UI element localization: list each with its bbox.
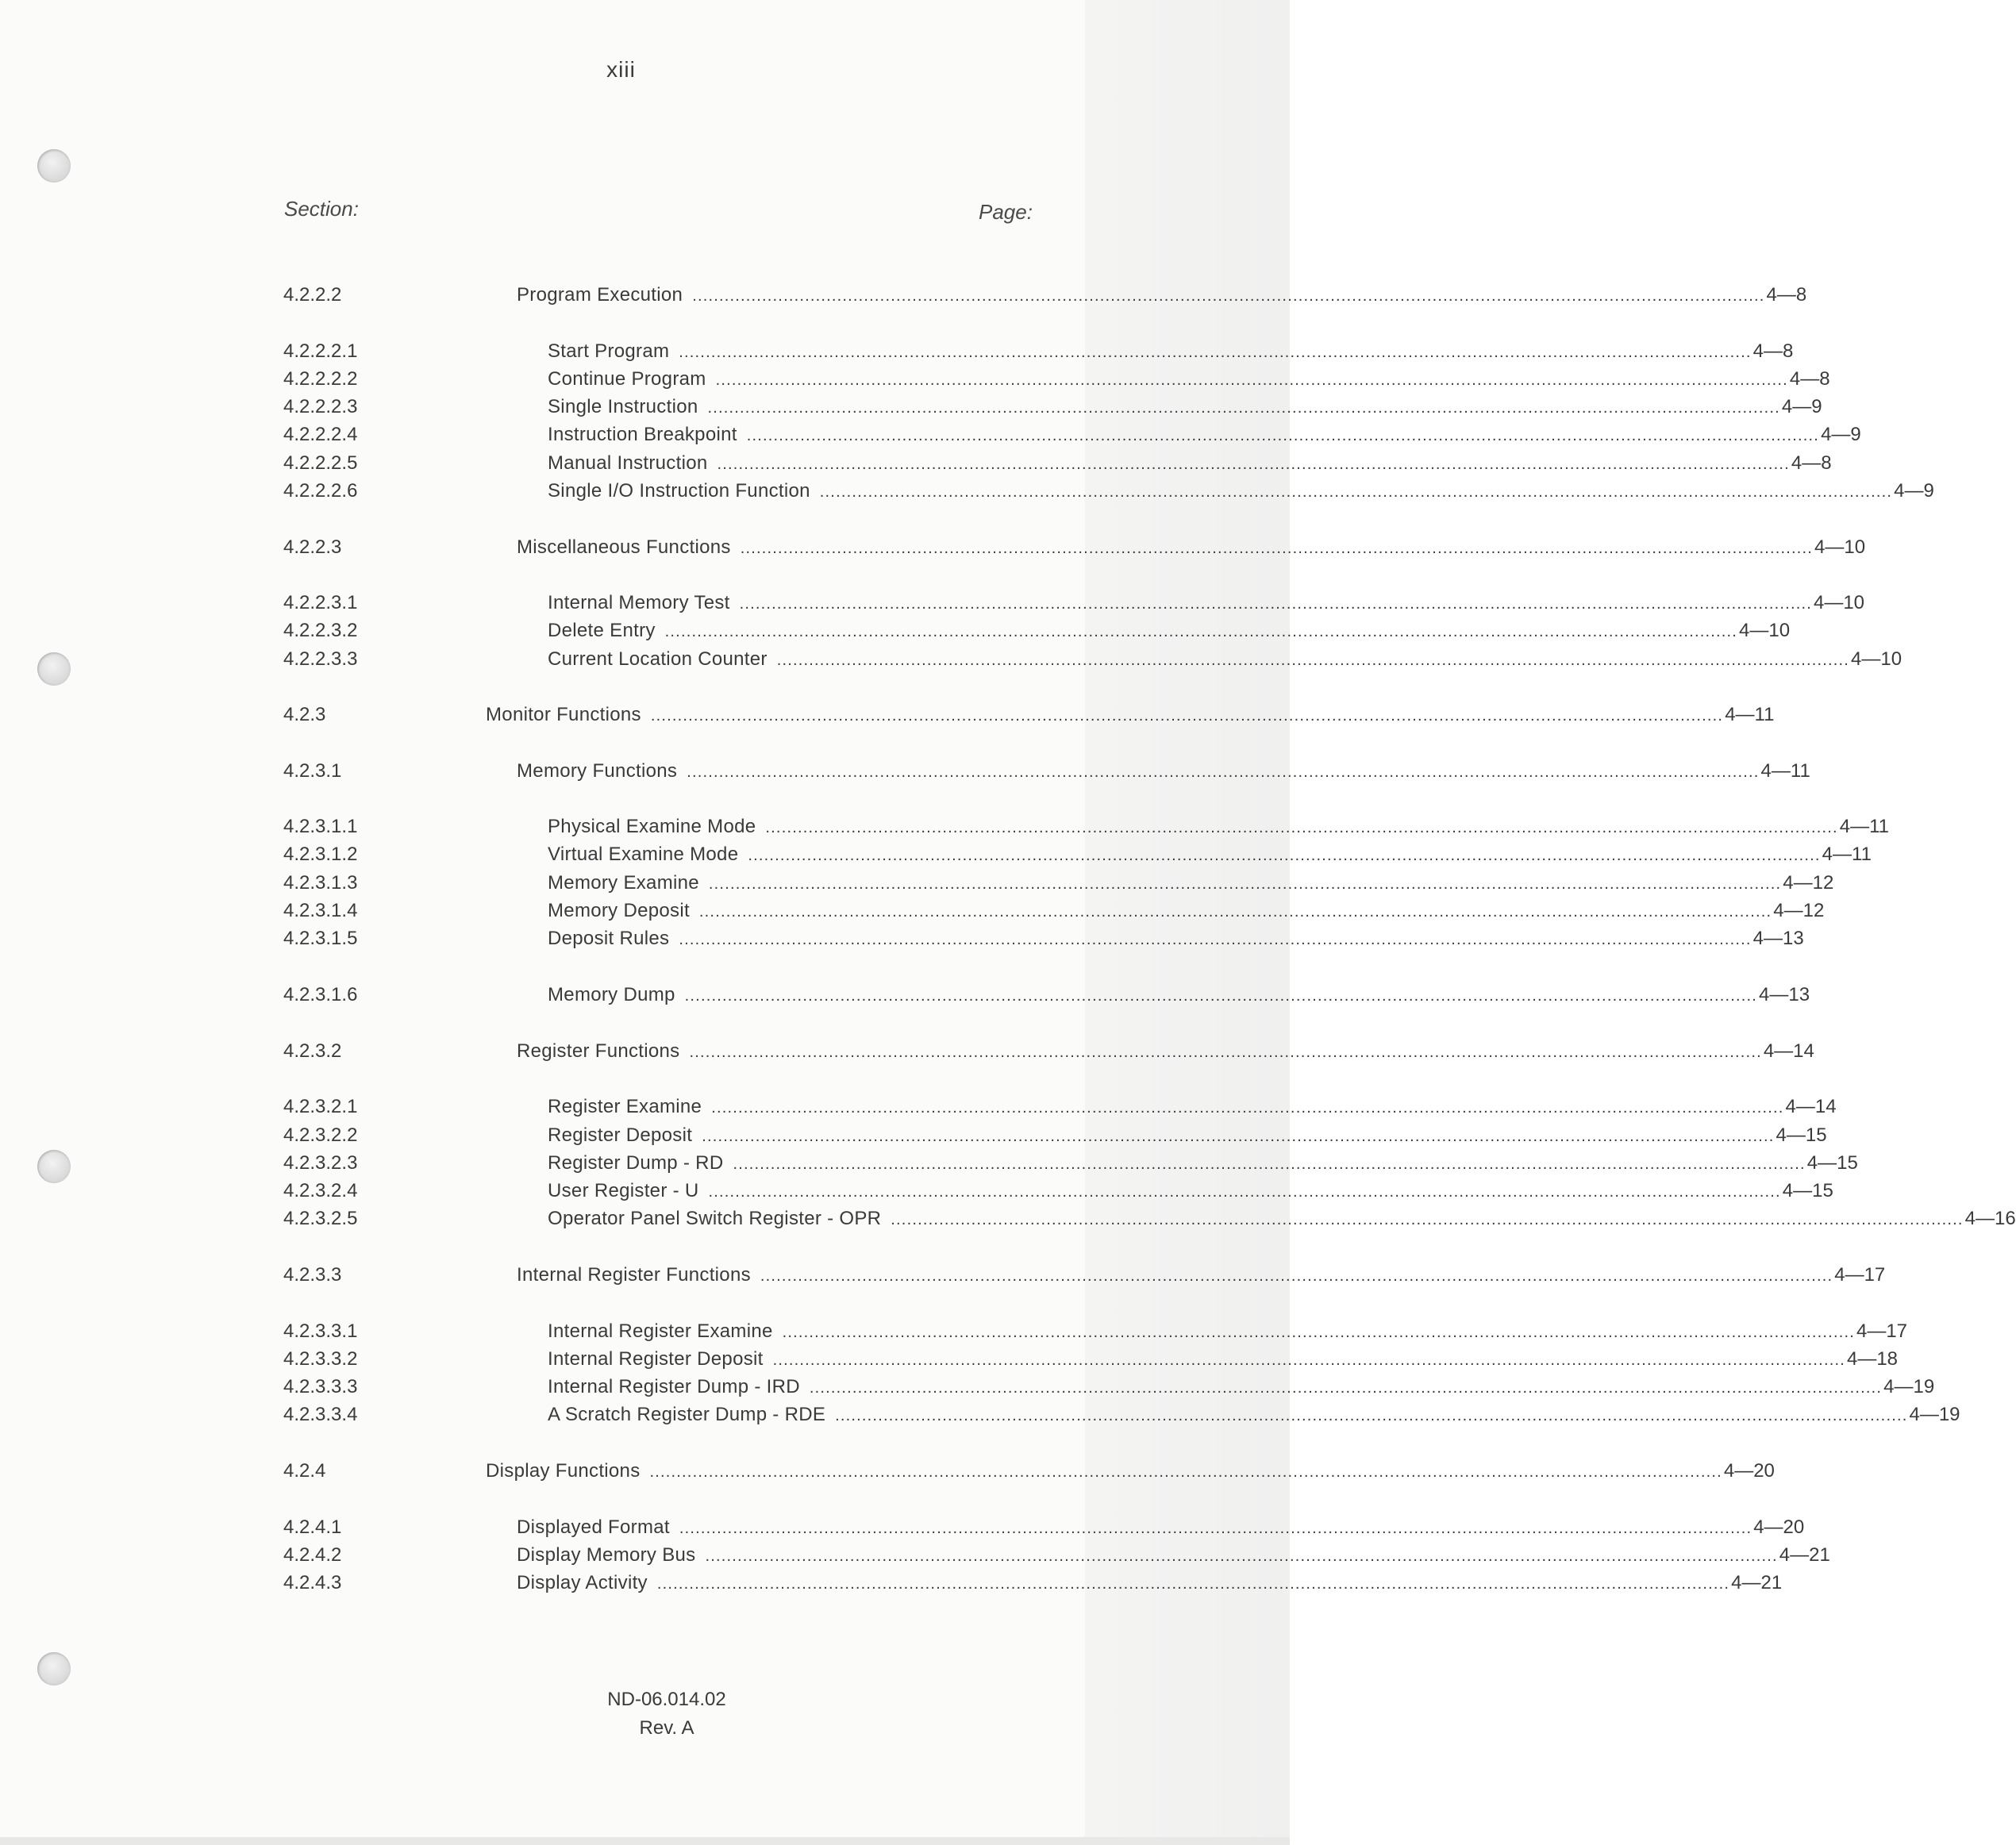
toc-section-number: 4.2.3.3 — [283, 1264, 342, 1286]
toc-page-number: 4—10 — [1739, 620, 1791, 641]
footer-revision: Rev. A — [639, 1717, 694, 1739]
toc-entry-title: Memory Dump — [548, 984, 675, 1005]
toc-dot-leader: ........................................................................................................................................................................................................ — [740, 540, 1814, 557]
toc-dot-leader: ........................................................................................................................................................................................................ — [835, 1407, 1908, 1424]
toc-entry-title: Internal Register Examine — [548, 1320, 773, 1342]
toc-dot-leader: ........................................................................................................................................................................................................ — [689, 1044, 1762, 1061]
toc-entry — [517, 534, 1866, 562]
toc-entry-title: Register Functions — [517, 1040, 680, 1062]
toc-entry — [517, 1038, 1814, 1066]
toc-entry — [548, 1374, 1935, 1401]
toc-entry-title: Memory Examine — [548, 872, 699, 894]
toc-row — [0, 534, 1866, 561]
toc-row — [0, 982, 1810, 1009]
toc-dot-leader: ........................................................................................................................................................................................................ — [739, 595, 1812, 613]
toc-section-number: 4.2.4.1 — [283, 1516, 342, 1538]
toc-section-number: 4.2.3.3.2 — [283, 1348, 358, 1370]
toc-entry-title: Single Instruction — [548, 396, 698, 417]
toc-dot-leader: ........................................................................................................................................................................................................ — [748, 847, 1821, 864]
toc-page-number: 4—21 — [1731, 1572, 1783, 1593]
toc-entry-title: Operator Panel Switch Register - OPR — [548, 1208, 882, 1229]
toc-entry — [517, 1570, 1783, 1597]
toc-section-number: 4.2.2.3.3 — [283, 648, 358, 670]
toc-page-number: 4—19 — [1909, 1404, 1960, 1425]
toc-section-number: 4.2.2.2.6 — [283, 480, 358, 502]
toc-row — [0, 870, 1834, 897]
toc-row — [0, 1038, 1814, 1065]
toc-page-number: 4—13 — [1759, 984, 1810, 1005]
toc-section-number: 4.2.3.1.4 — [283, 900, 358, 921]
toc-entry-title: Single I/O Instruction Function — [548, 480, 810, 502]
toc-section-number: 4.2.2.2.2 — [283, 368, 358, 390]
toc-section-number: 4.2.3 — [283, 704, 326, 725]
toc-row — [0, 617, 1791, 644]
toc-page-number: 4—17 — [1856, 1320, 1908, 1342]
toc-row — [0, 898, 1825, 924]
toc-entry — [517, 1542, 1830, 1570]
toc-entry-title: Internal Memory Test — [548, 592, 730, 613]
toc-row — [0, 282, 1807, 309]
toc-row — [0, 338, 1794, 365]
toc-entry-title: Start Program — [548, 340, 670, 362]
toc-dot-leader: ........................................................................................................................................................................................................ — [679, 344, 1752, 361]
toc-entry — [548, 1094, 1837, 1121]
toc-row — [0, 1346, 1899, 1373]
toc-section-number: 4.2.3.1.2 — [283, 844, 358, 865]
toc-entry — [548, 1178, 1833, 1205]
toc-entry-title: Program Execution — [517, 284, 683, 306]
toc-entry — [548, 646, 1903, 674]
toc-entry — [548, 1318, 1908, 1346]
binder-hole-1 — [37, 149, 71, 183]
toc-row — [0, 1570, 1783, 1597]
toc-row — [0, 1318, 1908, 1345]
toc-dot-leader: ........................................................................................................................................................................................................ — [684, 987, 1757, 1005]
toc-page-number: 4—9 — [1781, 396, 1822, 417]
toc-dot-leader: ........................................................................................................................................................................................................ — [679, 1520, 1752, 1537]
toc-page-number: 4—11 — [1760, 760, 1810, 782]
toc-page-number: 4—9 — [1894, 480, 1934, 502]
toc-row — [0, 421, 1861, 448]
toc-section-number: 4.2.3.1 — [283, 760, 342, 782]
toc-page-number: 4—11 — [1822, 844, 1872, 865]
toc-page-number: 4—15 — [1806, 1152, 1858, 1174]
toc-page-number: 4—21 — [1779, 1544, 1830, 1566]
toc-dot-leader: ........................................................................................................................................................................................................ — [776, 652, 1850, 669]
toc-section-number: 4.2.2.2.5 — [283, 452, 358, 474]
binder-hole-4 — [37, 1652, 71, 1685]
toc-entry-title: Manual Instruction — [548, 452, 708, 474]
toc-entry-title: Delete Entry — [548, 620, 656, 641]
toc-entry — [486, 701, 1775, 729]
toc-page-number: 4—10 — [1814, 536, 1866, 558]
toc-entry — [548, 925, 1804, 953]
toc-page-number: 4—19 — [1883, 1376, 1935, 1397]
toc-dot-leader: ........................................................................................................................................................................................................ — [708, 875, 1782, 893]
toc-row — [0, 478, 1934, 505]
toc-section-number: 4.2.3.2.1 — [283, 1096, 358, 1117]
toc-page-number: 4—10 — [1813, 592, 1865, 613]
toc-section-number: 4.2.3.2.5 — [283, 1208, 358, 1229]
toc-entry — [548, 813, 1890, 841]
page-number: xiii — [606, 57, 636, 82]
toc-dot-leader: ........................................................................................................................................................................................................ — [760, 1267, 1833, 1285]
toc-section-number: 4.2.2.3 — [283, 536, 342, 558]
toc-entry-title: Current Location Counter — [548, 648, 768, 670]
section-column-header: Section: — [284, 197, 359, 221]
toc-page-number: 4—18 — [1846, 1348, 1899, 1370]
toc-dot-leader: ........................................................................................................................................................................................................ — [664, 623, 1737, 640]
toc-section-number: 4.2.4.2 — [283, 1544, 342, 1566]
toc-page-number: 4—8 — [1791, 452, 1832, 474]
toc-entry — [548, 394, 1822, 421]
toc-page-number: 4—20 — [1753, 1516, 1805, 1538]
toc-entry — [548, 982, 1810, 1009]
toc-dot-leader: ........................................................................................................................................................................................................ — [715, 371, 1788, 389]
toc-dot-leader: ........................................................................................................................................................................................................ — [692, 287, 1765, 305]
toc-section-number: 4.2.3.1.6 — [283, 984, 358, 1005]
footer-doc-number: ND-06.014.02 — [607, 1689, 726, 1710]
toc-page-number: 4—11 — [1839, 816, 1890, 837]
toc-entry — [548, 478, 1934, 505]
toc-page-number: 4—20 — [1723, 1460, 1775, 1482]
toc-dot-leader: ........................................................................................................................................................................................................ — [819, 483, 1893, 501]
toc-page-number: 4—17 — [1834, 1264, 1886, 1286]
toc-row — [0, 1458, 1775, 1485]
toc-section-number: 4.2.3.3.3 — [283, 1376, 358, 1397]
toc-entry — [548, 338, 1794, 366]
toc-row — [0, 450, 1832, 477]
toc-page-number: 4—8 — [1789, 368, 1830, 390]
toc-entry — [548, 366, 1830, 394]
toc-row — [0, 366, 1830, 393]
toc-page-number: 4—13 — [1752, 928, 1804, 949]
toc-entry — [548, 1122, 1827, 1150]
toc-row — [0, 1094, 1837, 1120]
toc-section-number: 4.2.2.2 — [283, 284, 342, 306]
toc-entry-title: Internal Register Deposit — [548, 1348, 764, 1370]
toc-row — [0, 1205, 2016, 1232]
toc-entry-title: Continue Program — [548, 368, 706, 390]
toc-entry — [548, 450, 1832, 478]
toc-dot-leader: ........................................................................................................................................................................................................ — [702, 1128, 1775, 1145]
toc-dot-leader: ........................................................................................................................................................................................................ — [891, 1211, 1964, 1228]
toc-entry-title: Instruction Breakpoint — [548, 424, 737, 445]
toc-entry — [548, 590, 1865, 617]
toc-row — [0, 394, 1822, 421]
toc-page-number: 4—15 — [1776, 1124, 1827, 1146]
toc-row — [0, 758, 1810, 785]
toc-section-number: 4.2.3.2.4 — [283, 1180, 358, 1201]
toc-entry — [548, 898, 1825, 925]
toc-entry — [548, 617, 1791, 645]
toc-dot-leader: ........................................................................................................................................................................................................ — [705, 1547, 1778, 1565]
toc-entry-title: Displayed Format — [517, 1516, 670, 1538]
toc-section-number: 4.2.3.2 — [283, 1040, 342, 1062]
toc-page-number: 4—14 — [1785, 1096, 1837, 1117]
toc-dot-leader: ........................................................................................................................................................................................................ — [708, 1183, 1781, 1201]
toc-row — [0, 1178, 1833, 1205]
toc-row — [0, 1514, 1805, 1541]
toc-entry — [548, 421, 1861, 449]
toc-entry-title: Display Activity — [517, 1572, 648, 1593]
toc-page-number: 4—12 — [1773, 900, 1825, 921]
toc-dot-leader: ........................................................................................................................................................................................................ — [765, 819, 1838, 836]
toc-row — [0, 701, 1775, 728]
toc-entry — [517, 1262, 1886, 1290]
toc-entry — [548, 870, 1834, 898]
toc-section-number: 4.2.3.3.1 — [283, 1320, 358, 1342]
toc-row — [0, 1262, 1886, 1289]
toc-entry-title: Miscellaneous Functions — [517, 536, 731, 558]
toc-section-number: 4.2.3.1.5 — [283, 928, 358, 949]
toc-page-number: 4—10 — [1851, 648, 1903, 670]
toc-dot-leader: ........................................................................................................................................................................................................ — [772, 1351, 1845, 1369]
toc-section-number: 4.2.3.1.3 — [283, 872, 358, 894]
toc-row — [0, 1150, 1858, 1177]
toc-row — [0, 1122, 1827, 1149]
toc-entry-title: Physical Examine Mode — [548, 816, 756, 837]
toc-entry-title: Display Memory Bus — [517, 1544, 696, 1566]
toc-entry-title: Monitor Functions — [486, 704, 641, 725]
toc-page-number: 4—15 — [1782, 1180, 1833, 1201]
toc-page-number: 4—8 — [1752, 340, 1794, 362]
toc-dot-leader: ........................................................................................................................................................................................................ — [711, 1099, 1784, 1117]
toc-dot-leader: ........................................................................................................................................................................................................ — [707, 399, 1780, 417]
toc-section-number: 4.2.2.3.1 — [283, 592, 358, 613]
toc-dot-leader: ........................................................................................................................................................................................................ — [649, 1463, 1722, 1481]
toc-dot-leader: ........................................................................................................................................................................................................ — [656, 1575, 1730, 1593]
toc-entry — [548, 1150, 1858, 1178]
toc-dot-leader: ........................................................................................................................................................................................................ — [687, 763, 1760, 781]
toc-dot-leader: ........................................................................................................................................................................................................ — [650, 707, 1724, 725]
toc-section-number: 4.2.2.2.1 — [283, 340, 358, 362]
toc-entry — [517, 758, 1810, 786]
toc-page-number: 4—11 — [1725, 704, 1775, 725]
toc-entry-title: Memory Deposit — [548, 900, 690, 921]
page-column-header: Page: — [979, 200, 1033, 224]
toc-entry — [548, 1346, 1899, 1374]
toc-dot-leader: ........................................................................................................................................................................................................ — [809, 1379, 1883, 1397]
toc-row — [0, 590, 1865, 617]
toc-dot-leader: ........................................................................................................................................................................................................ — [782, 1324, 1855, 1341]
toc-dot-leader: ........................................................................................................................................................................................................ — [746, 427, 1820, 444]
toc-entry-title: Internal Register Functions — [517, 1264, 751, 1286]
toc-entry-title: Memory Functions — [517, 760, 678, 782]
toc-row — [0, 925, 1804, 952]
toc-row — [0, 1401, 1960, 1428]
toc-entry — [548, 841, 1872, 869]
toc-row — [0, 1542, 1830, 1569]
toc-row — [0, 646, 1903, 673]
toc-section-number: 4.2.3.3.4 — [283, 1404, 358, 1425]
toc-row — [0, 841, 1872, 868]
toc-entry-title: User Register - U — [548, 1180, 699, 1201]
toc-page-number: 4—9 — [1821, 424, 1861, 445]
toc-entry — [486, 1458, 1775, 1486]
toc-page-number: 4—14 — [1763, 1040, 1814, 1062]
toc-section-number: 4.2.3.2.3 — [283, 1152, 358, 1174]
toc-entry-title: Register Dump - RD — [548, 1152, 724, 1174]
toc-entry-title: Register Deposit — [548, 1124, 693, 1146]
toc-entry-title: Virtual Examine Mode — [548, 844, 739, 865]
toc-entry-title: A Scratch Register Dump - RDE — [548, 1404, 826, 1425]
toc-section-number: 4.2.3.2.2 — [283, 1124, 358, 1146]
toc-entry-title: Display Functions — [486, 1460, 641, 1482]
toc-dot-leader: ........................................................................................................................................................................................................ — [717, 455, 1790, 473]
toc-dot-leader: ........................................................................................................................................................................................................ — [733, 1155, 1806, 1173]
toc-entry — [548, 1401, 1960, 1429]
toc-page-number: 4—8 — [1766, 284, 1807, 306]
toc-entry — [548, 1205, 2016, 1233]
page-bottom-edge — [0, 1837, 1290, 1845]
toc-entry-title: Register Examine — [548, 1096, 702, 1117]
toc-section-number: 4.2.2.2.3 — [283, 396, 358, 417]
toc-row — [0, 813, 1890, 840]
toc-entry — [517, 282, 1807, 309]
toc-section-number: 4.2.4.3 — [283, 1572, 342, 1593]
toc-section-number: 4.2.3.1.1 — [283, 816, 358, 837]
toc-entry — [517, 1514, 1805, 1542]
toc-page-number: 4—16 — [1964, 1208, 2016, 1229]
toc-entry-title: Internal Register Dump - IRD — [548, 1376, 800, 1397]
toc-dot-leader: ........................................................................................................................................................................................................ — [698, 903, 1772, 921]
toc-page-number: 4—12 — [1783, 872, 1834, 894]
toc-section-number: 4.2.2.3.2 — [283, 620, 358, 641]
toc-dot-leader: ........................................................................................................................................................................................................ — [679, 931, 1752, 948]
toc-row — [0, 1374, 1935, 1401]
toc-entry-title: Deposit Rules — [548, 928, 670, 949]
toc-section-number: 4.2.2.2.4 — [283, 424, 358, 445]
toc-section-number: 4.2.4 — [283, 1460, 326, 1482]
